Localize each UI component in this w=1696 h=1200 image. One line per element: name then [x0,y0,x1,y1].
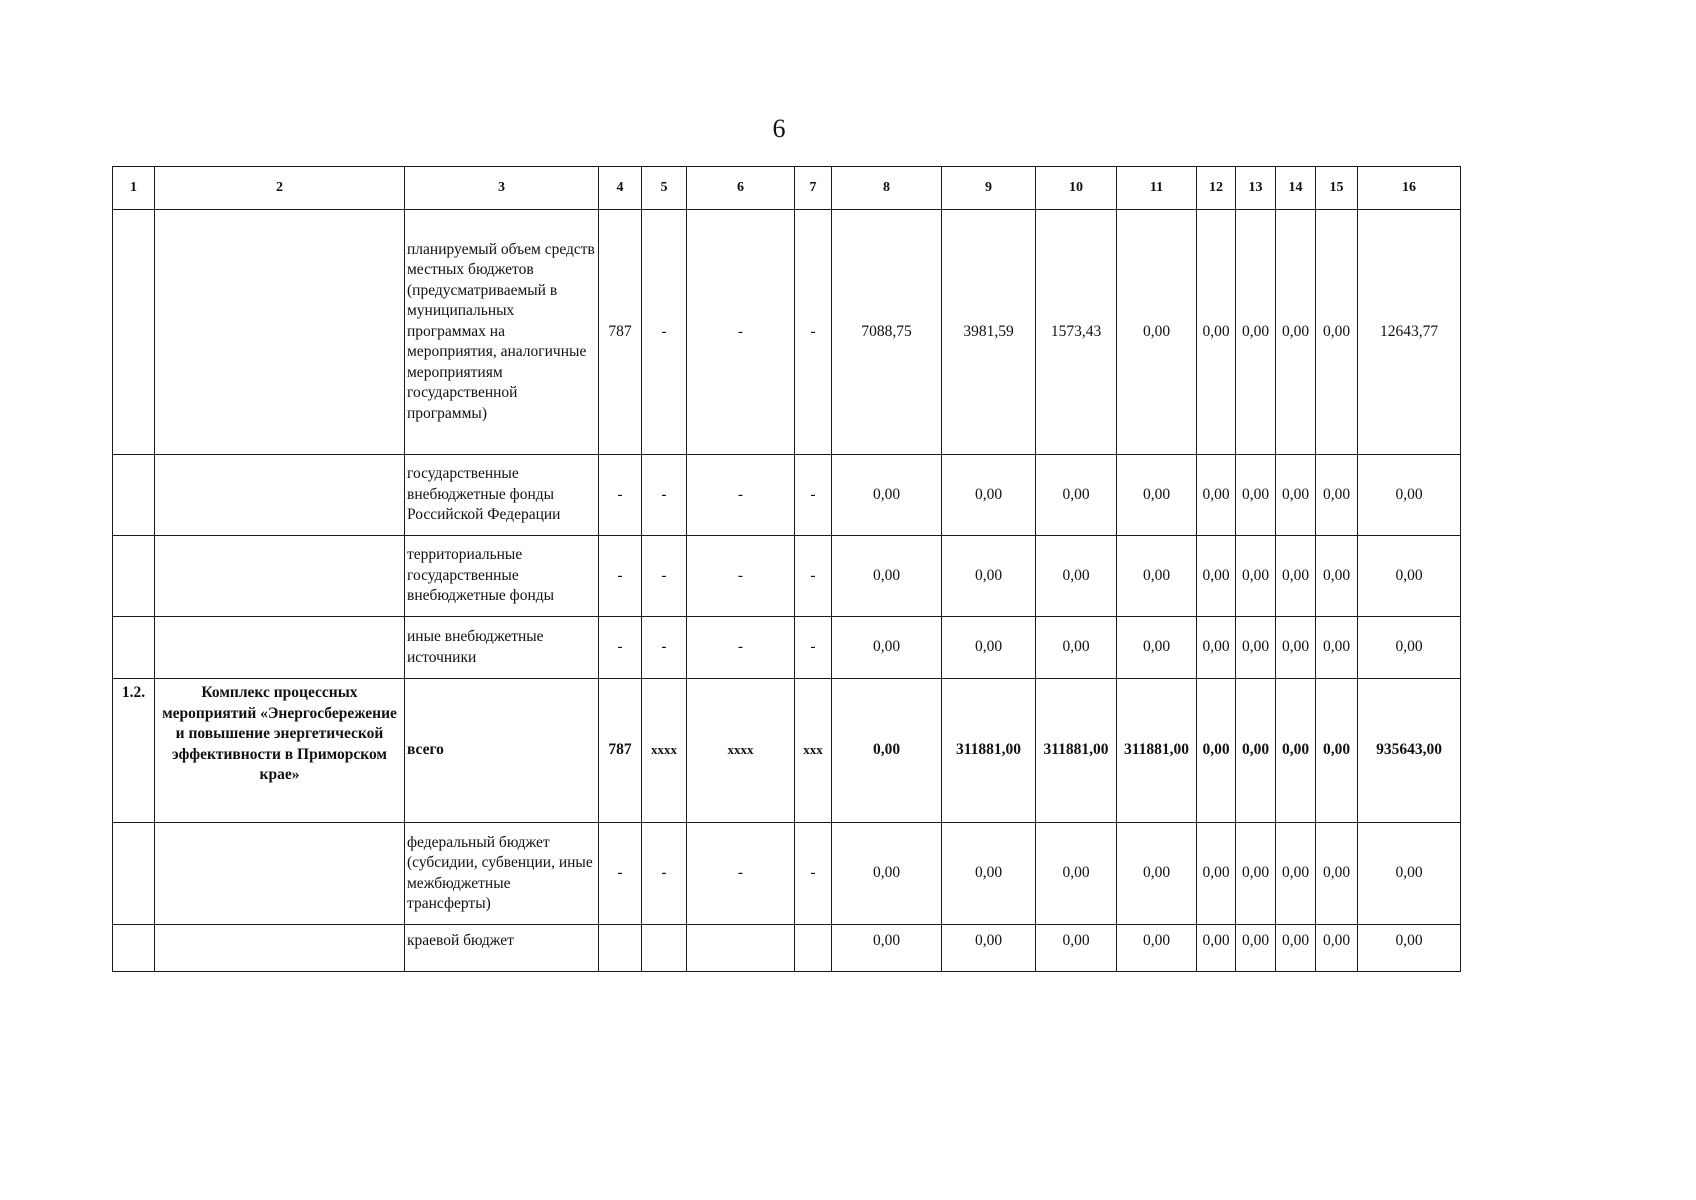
cell-c9: 311881,00 [942,679,1036,823]
cell-c9: 0,00 [942,925,1036,972]
cell-number [113,210,155,455]
cell-c8: 0,00 [832,455,942,536]
cell-c5: - [642,210,687,455]
cell-c15: 0,00 [1316,679,1358,823]
column-header: 3 [405,167,599,210]
cell-c6: - [687,617,795,679]
cell-title [155,617,405,679]
cell-c4 [599,925,642,972]
cell-c12: 0,00 [1197,536,1236,617]
cell-c10: 311881,00 [1036,679,1117,823]
cell-funding-source: краевой бюджет [405,925,599,972]
column-header: 12 [1197,167,1236,210]
cell-title [155,455,405,536]
cell-c10: 1573,43 [1036,210,1117,455]
cell-title [155,536,405,617]
cell-c13: 0,00 [1236,617,1276,679]
cell-c8: 7088,75 [832,210,942,455]
cell-c12: 0,00 [1197,823,1236,925]
cell-c13: 0,00 [1236,823,1276,925]
cell-c4: 787 [599,679,642,823]
cell-c15: 0,00 [1316,823,1358,925]
cell-c11: 0,00 [1117,455,1197,536]
cell-c7: - [795,617,832,679]
cell-c14: 0,00 [1276,210,1316,455]
cell-funding-source: федеральный бюджет (субсидии, субвенции, иные межбюджетные трансферты) [405,823,599,925]
cell-c6: - [687,455,795,536]
cell-c12: 0,00 [1197,925,1236,972]
cell-c11: 0,00 [1117,823,1197,925]
cell-c14: 0,00 [1276,617,1316,679]
cell-c5: - [642,455,687,536]
cell-c10: 0,00 [1036,455,1117,536]
cell-c7: xxx [795,679,832,823]
cell-c12: 0,00 [1197,679,1236,823]
cell-c8: 0,00 [832,925,942,972]
cell-c8: 0,00 [832,617,942,679]
column-header: 5 [642,167,687,210]
cell-c16: 0,00 [1358,823,1461,925]
cell-c9: 3981,59 [942,210,1036,455]
page-number: 6 [772,114,786,143]
cell-title: Комплекс процессных мероприятий «Энергосбережение и повышение энергетической эффективности в Приморском крае» [155,679,405,823]
cell-c15: 0,00 [1316,925,1358,972]
cell-c11: 311881,00 [1117,679,1197,823]
cell-c10: 0,00 [1036,536,1117,617]
column-header: 11 [1117,167,1197,210]
column-header: 9 [942,167,1036,210]
column-header: 6 [687,167,795,210]
cell-funding-source: иные внебюджетные источники [405,617,599,679]
cell-c5: xxxx [642,679,687,823]
cell-c12: 0,00 [1197,455,1236,536]
cell-c16: 935643,00 [1358,679,1461,823]
cell-c10: 0,00 [1036,925,1117,972]
cell-c9: 0,00 [942,823,1036,925]
cell-c4: - [599,536,642,617]
cell-c6 [687,925,795,972]
cell-c13: 0,00 [1236,536,1276,617]
cell-c6: - [687,210,795,455]
cell-c9: 0,00 [942,617,1036,679]
cell-funding-source: государственные внебюджетные фонды Российской Федерации [405,455,599,536]
column-header: 10 [1036,167,1117,210]
cell-c9: 0,00 [942,536,1036,617]
cell-c6: xxxx [687,679,795,823]
cell-c5: - [642,823,687,925]
cell-number [113,925,155,972]
cell-c11: 0,00 [1117,617,1197,679]
budget-table [112,166,1461,972]
column-header: 14 [1276,167,1316,210]
table-row [113,617,1461,679]
cell-c15: 0,00 [1316,455,1358,536]
cell-number [113,823,155,925]
table-row [113,925,1461,972]
cell-c14: 0,00 [1276,679,1316,823]
table-row [113,536,1461,617]
column-header: 7 [795,167,832,210]
cell-c16: 0,00 [1358,536,1461,617]
cell-c11: 0,00 [1117,536,1197,617]
cell-c10: 0,00 [1036,617,1117,679]
cell-c15: 0,00 [1316,536,1358,617]
cell-c5: - [642,536,687,617]
column-header: 16 [1358,167,1461,210]
cell-c7: - [795,823,832,925]
column-header: 15 [1316,167,1358,210]
column-header: 2 [155,167,405,210]
cell-c4: - [599,823,642,925]
cell-c4: - [599,455,642,536]
cell-c16: 12643,77 [1358,210,1461,455]
cell-number [113,617,155,679]
cell-title [155,210,405,455]
cell-funding-source: территориальные государственные внебюджетные фонды [405,536,599,617]
cell-c8: 0,00 [832,679,942,823]
cell-c16: 0,00 [1358,925,1461,972]
cell-c14: 0,00 [1276,823,1316,925]
cell-c12: 0,00 [1197,617,1236,679]
cell-number: 1.2. [113,679,155,823]
cell-c8: 0,00 [832,823,942,925]
cell-c5: - [642,617,687,679]
cell-funding-source: всего [405,679,599,823]
cell-c5 [642,925,687,972]
cell-c8: 0,00 [832,536,942,617]
cell-c9: 0,00 [942,455,1036,536]
table-header-row [113,167,1461,210]
column-header: 8 [832,167,942,210]
table-row [113,823,1461,925]
cell-c13: 0,00 [1236,925,1276,972]
cell-c7: - [795,536,832,617]
cell-c14: 0,00 [1276,536,1316,617]
table-row [113,210,1461,455]
cell-c14: 0,00 [1276,455,1316,536]
column-header: 1 [113,167,155,210]
cell-c6: - [687,536,795,617]
cell-number [113,455,155,536]
cell-number [113,536,155,617]
cell-c11: 0,00 [1117,210,1197,455]
cell-c7 [795,925,832,972]
table-row [113,455,1461,536]
cell-c13: 0,00 [1236,455,1276,536]
cell-c11: 0,00 [1117,925,1197,972]
cell-c12: 0,00 [1197,210,1236,455]
column-header: 4 [599,167,642,210]
cell-c15: 0,00 [1316,617,1358,679]
cell-title [155,925,405,972]
cell-funding-source: планируемый объем средств местных бюджетов (предусматриваемый в муниципальных программах на мероприятия, аналогичные мероприятиям государственной программы) [405,210,599,455]
cell-c13: 0,00 [1236,679,1276,823]
cell-c7: - [795,210,832,455]
cell-c4: 787 [599,210,642,455]
cell-c4: - [599,617,642,679]
column-header: 13 [1236,167,1276,210]
cell-c13: 0,00 [1236,210,1276,455]
cell-c16: 0,00 [1358,617,1461,679]
cell-c14: 0,00 [1276,925,1316,972]
cell-c10: 0,00 [1036,823,1117,925]
table-row [113,679,1461,823]
cell-c6: - [687,823,795,925]
cell-c16: 0,00 [1358,455,1461,536]
cell-c7: - [795,455,832,536]
cell-title [155,823,405,925]
cell-c15: 0,00 [1316,210,1358,455]
